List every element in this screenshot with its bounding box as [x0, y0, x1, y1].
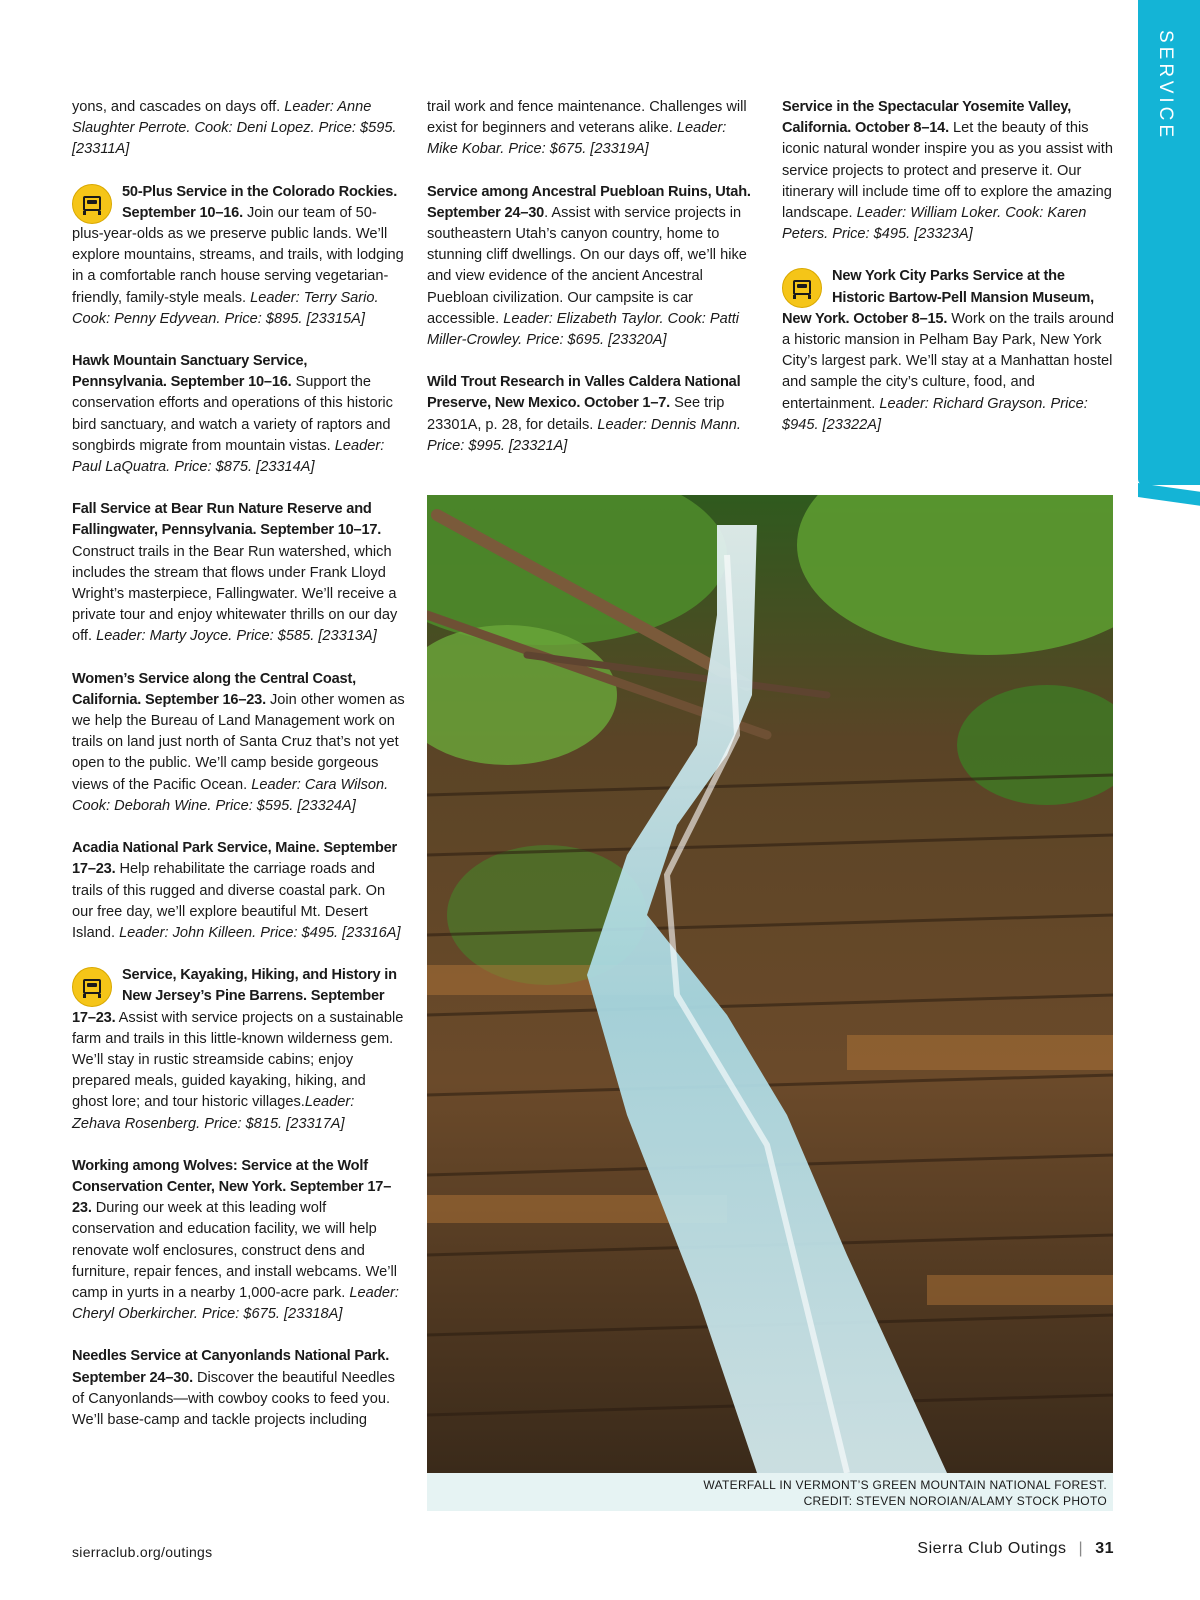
footer-publication	[917, 1540, 1114, 1558]
text-column-2	[427, 97, 760, 478]
trip-entry: Service in the Spectacular Yosemite Valley, California. October 8–14. Let the beauty of this iconic natural wonder inspire you as you assist with service projects to protect and preserve it. Our itinerary will include time off to explore the amazing landscape. Leader: William Loker. Cook: Karen Peters. Price: $495. [23323A]	[782, 99, 1113, 243]
section-tab-label: SERVICE	[1155, 30, 1176, 142]
trip-title: Service, Kayaking, Hiking, and History in New Jersey’s Pine Barrens. September 17–23.	[72, 967, 397, 1026]
footer-url: sierraclub.org/outings	[72, 1544, 213, 1560]
text-column-1	[72, 97, 405, 1452]
footer-separator: |	[1078, 1540, 1084, 1557]
trip-entry: Women’s Service along the Central Coast, California. September 16–23. Join other women as we help the Bureau of Land Management work on trails on land just north of Santa Cruz that’s not yet open to the public. We’ll camp beside gorgeous views of the Pacific Ocean. Leader: Cara Wilson. Cook: Deborah Wine. Price: $595. [23324A]	[72, 670, 405, 814]
trip-title: Women’s Service along the Central Coast, California. September 16–23.	[72, 670, 356, 708]
caption-line: WATERFALL IN VERMONT’S GREEN MOUNTAIN NATIONAL FOREST.	[703, 1478, 1107, 1492]
trip-entry: Wild Trout Research in Valles Caldera National Preserve, New Mexico. October 1–7. See trip 23301A, p. 28, for details. Leader: Dennis Mann. Price: $995. [23321A]	[427, 374, 741, 454]
trip-entry: yons, and cascades on days off. Leader: Anne Slaughter Perrote. Cook: Deni Lopez. Price: $595. [23311A]	[72, 99, 397, 158]
bed-icon	[72, 184, 112, 224]
caption-credit: CREDIT: STEVEN NOROIAN/ALAMY STOCK PHOTO	[803, 1494, 1107, 1508]
trip-entry: New York City Parks Service at the Historic Bartow-Pell Mansion Museum, New York. October 8–15. Work on the trails around a historic mansion in Pelham Bay Park, New York City’s largest park. We’ll stay at a Manhattan hostel and sample the city’s culture, food, and entertainment. Leader: Richard Grayson. Price: $945. [23322A]	[782, 268, 1115, 433]
trip-entry: Service among Ancestral Puebloan Ruins, Utah. September 24–30. Assist with service projects in southeastern Utah’s canyon country, home to stunning cliff dwellings. On our days off, we’ll hike and view evidence of the ancient Ancestral Puebloan civilization. Our campsite is car accessible. Leader: Elizabeth Taylor. Cook: Patti Miller-Crowley. Price: $695. [23320A]	[427, 183, 751, 349]
trip-title: Acadia National Park Service, Maine. September 17–23.	[72, 840, 397, 878]
trip-entry: Hawk Mountain Sanctuary Service, Pennsylvania. September 10–16. Support the conservation efforts and operations of this historic bird sanctuary, and watch a variety of raptors and songbirds migrate from mountain vistas. Leader: Paul LaQuatra. Price: $875. [23314A]	[72, 353, 393, 476]
trip-entry: Fall Service at Bear Run Nature Reserve and Fallingwater, Pennsylvania. September 10–17. Construct trails in the Bear Run watershed, which includes the stream that flows under Frank Lloyd Wright’s masterpiece, Fallingwater. We’ll receive a private tour and enjoy whitewater thrills on our day off. Leader: Marty Joyce. Price: $585. [23313A]	[72, 501, 398, 645]
section-tab	[1138, 0, 1200, 485]
photo-caption	[427, 1473, 1113, 1511]
bed-icon	[72, 967, 112, 1007]
trip-entry: trail work and fence maintenance. Challenges will exist for beginners and veterans alike. Leader: Mike Kobar. Price: $675. [23319A]	[427, 99, 747, 158]
trip-title: Wild Trout Research in Valles Caldera National Preserve, New Mexico. October 1–7.	[427, 374, 741, 412]
text-column-3	[782, 97, 1115, 457]
trip-entry: Acadia National Park Service, Maine. September 17–23. Help rehabilitate the carriage roads and trails of this rugged and diverse coastal park. On our free day, we’ll explore beautiful Mt. Desert Island. Leader: John Killeen. Price: $495. [23316A]	[72, 840, 401, 941]
publication-name: Sierra Club Outings	[917, 1540, 1067, 1557]
page-number: 31	[1095, 1540, 1114, 1557]
trip-title: Needles Service at Canyonlands National Park. September 24–30.	[72, 1348, 390, 1386]
bed-icon	[782, 268, 822, 308]
trip-entry: 50-Plus Service in the Colorado Rockies. September 10–16. Join our team of 50-plus-year-olds as we preserve public lands. We’ll explore mountains, streams, and trails, with lodging in a comfortable ranch house serving vegetarian-friendly, family-style meals. Leader: Terry Sario. Cook: Penny Edyvean. Price: $895. [23315A]	[72, 183, 404, 327]
trip-title: Service in the Spectacular Yosemite Valley, California. October 8–14.	[782, 99, 1072, 137]
trip-title: Working among Wolves: Service at the Wolf Conservation Center, New York. September 17–23.	[72, 1157, 392, 1217]
trip-entry: Service, Kayaking, Hiking, and History in New Jersey’s Pine Barrens. September 17–23. Assist with service projects on a sustainable farm and trails in this little-known wilderness gem. We’ll stay in rustic streamside cabins; enjoy prepared meals, guided kayaking, hiking, and ghost lore; and tour historic villages.Leader: Zehava Rosenberg. Price: $815. [23317A]	[72, 967, 404, 1132]
trip-title: Fall Service at Bear Run Nature Reserve and Fallingwater, Pennsylvania. September 10–17.	[72, 501, 382, 539]
trip-title: Service among Ancestral Puebloan Ruins, Utah. September 24–30	[427, 183, 751, 221]
trip-entry: Needles Service at Canyonlands National Park. September 24–30. Discover the beautiful Needles of Canyonlands—with cowboy cooks to feed you. We’ll base-camp and tackle projects including	[72, 1348, 395, 1428]
trip-title: 50-Plus Service in the Colorado Rockies. September 10–16.	[122, 183, 398, 221]
trip-title: Hawk Mountain Sanctuary Service, Pennsylvania. September 10–16.	[72, 353, 308, 391]
trip-entry: Working among Wolves: Service at the Wolf Conservation Center, New York. September 17–23. During our week at this leading wolf conservation and education facility, we will help renovate wolf enclosures, construct dens and furniture, repair fences, and install webcams. We’ll camp in yurts in a nearby 1,000-acre park. Leader: Cheryl Oberkircher. Price: $675. [23318A]	[72, 1157, 399, 1323]
trip-title: New York City Parks Service at the Historic Bartow-Pell Mansion Museum, New York. October 8–15.	[782, 268, 1095, 327]
waterfall-photo	[427, 495, 1113, 1473]
